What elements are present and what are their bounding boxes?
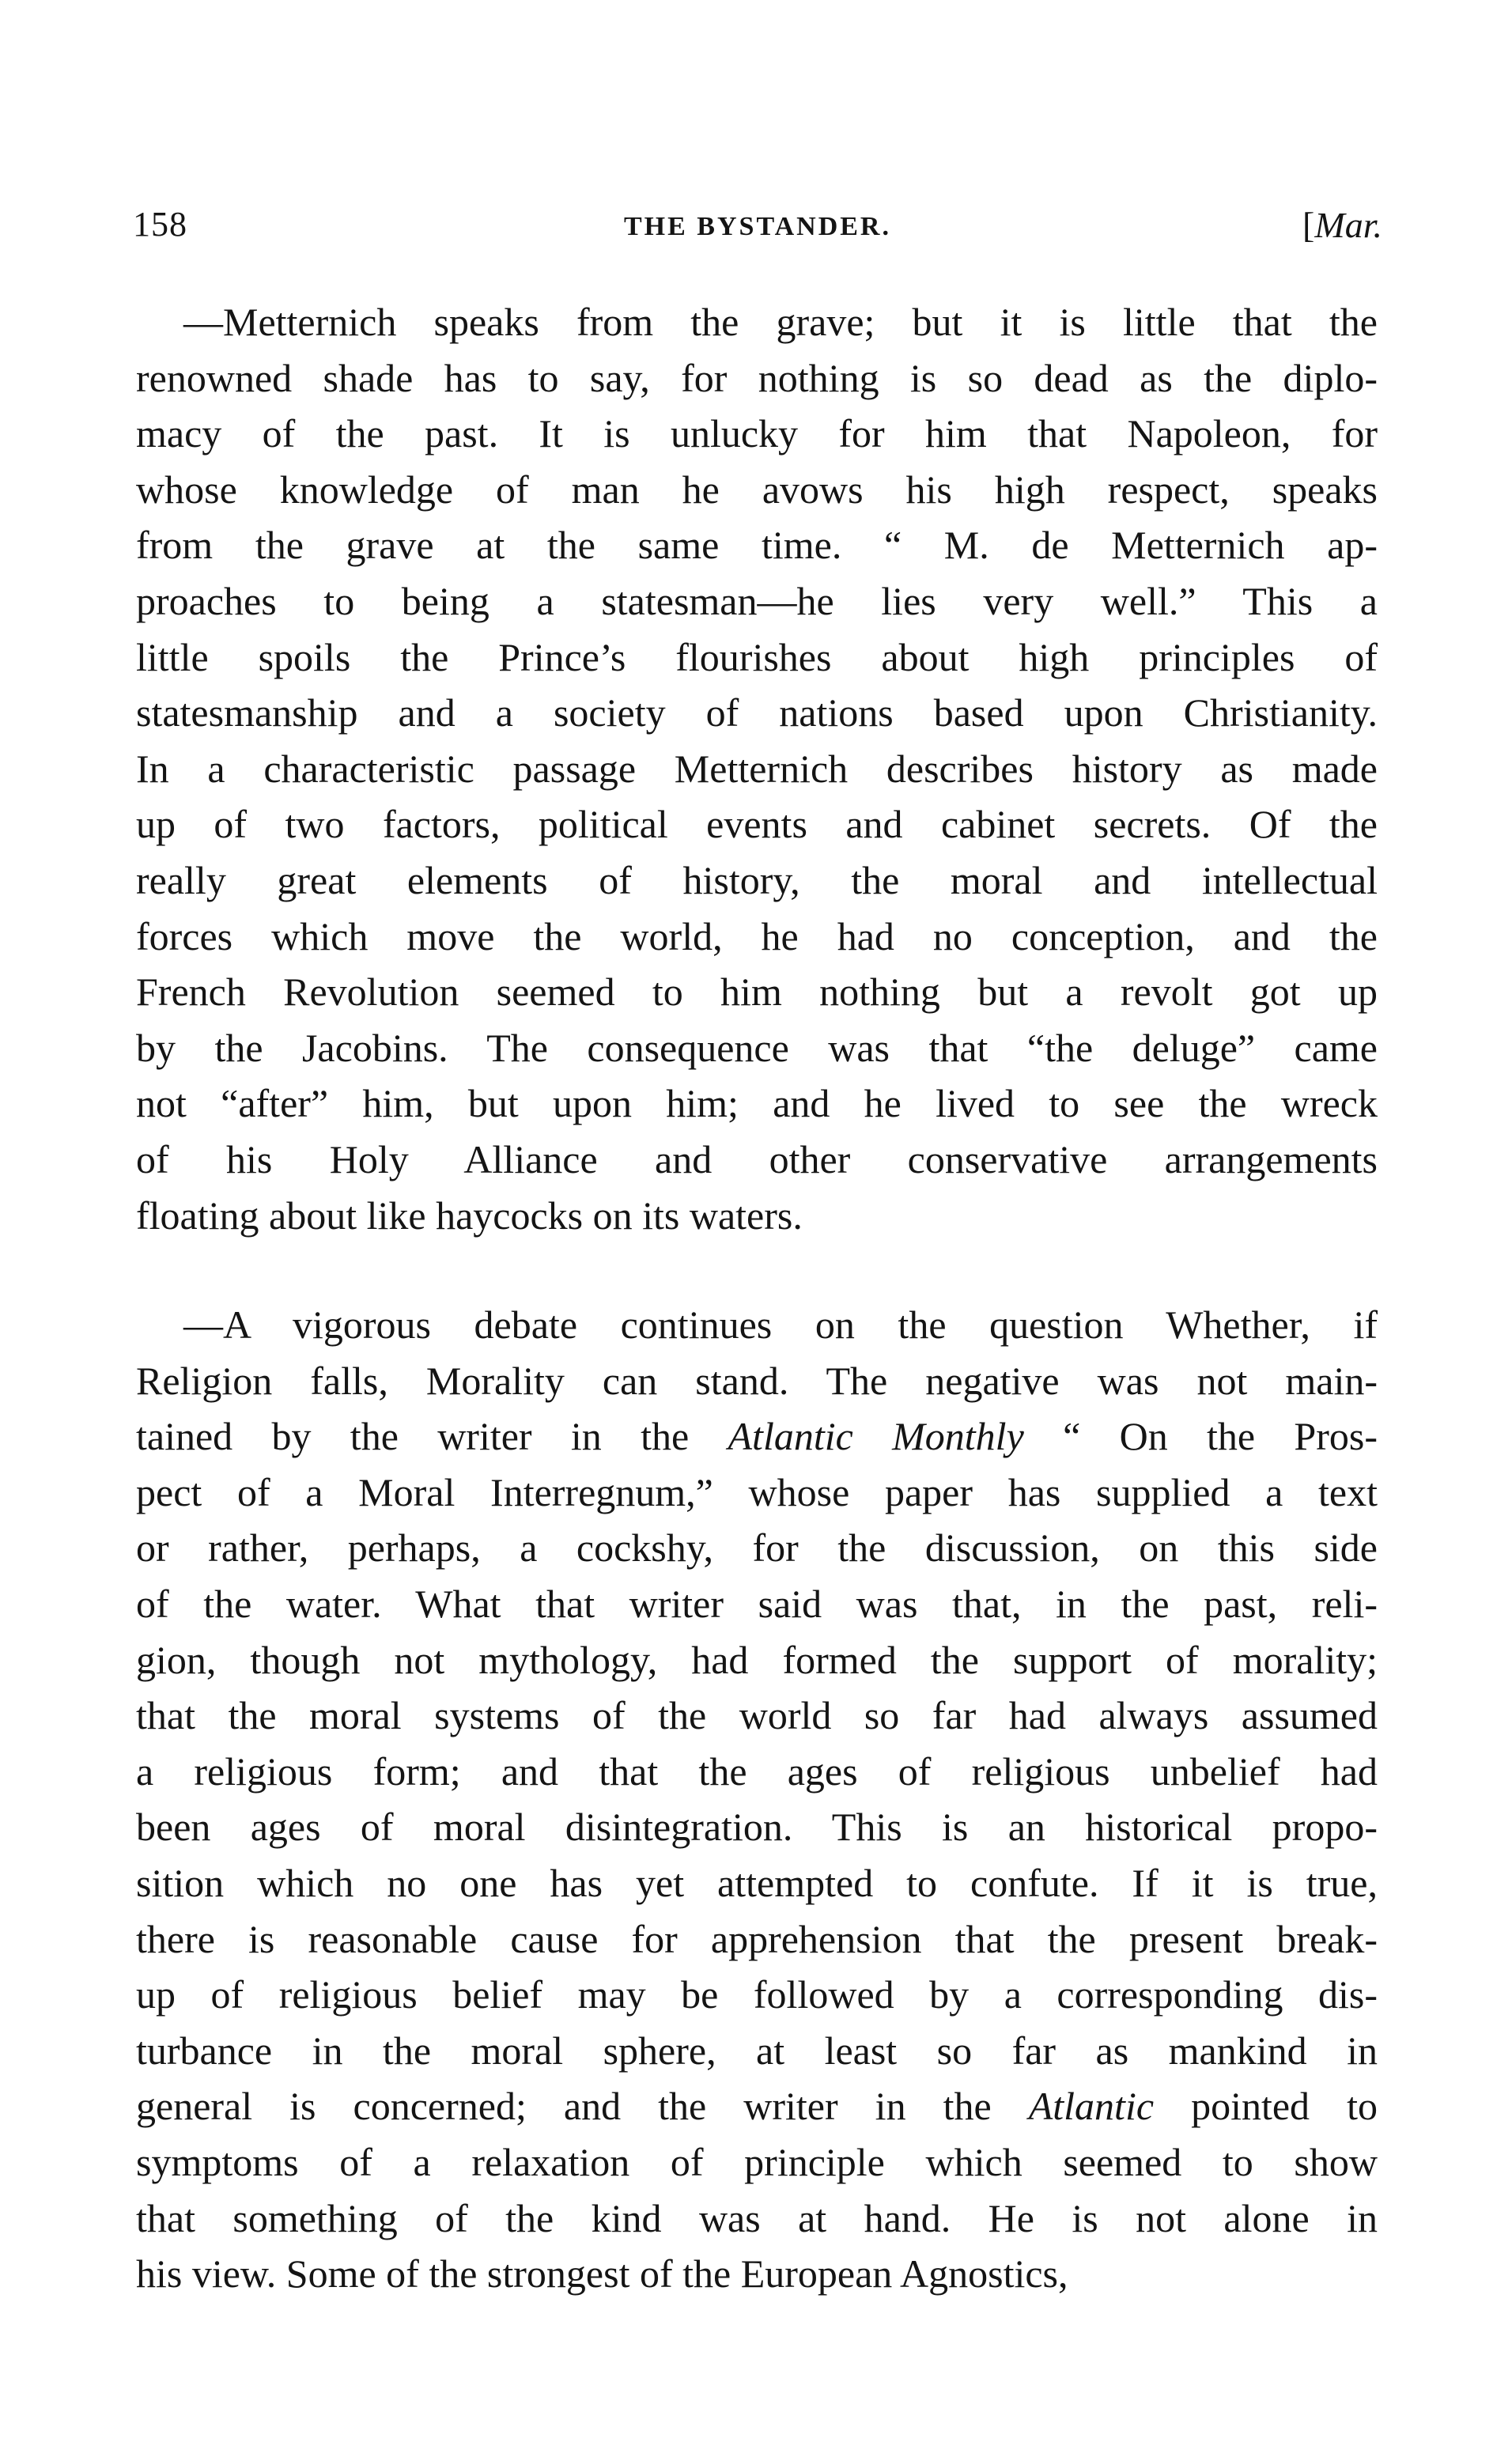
text-line: renowned shade has to say, for nothing is so dead as the diplo-: [136, 355, 1378, 400]
text-line: —Metternich speaks from the grave; but it is little that the: [183, 300, 1378, 344]
month-label: Mar.: [1314, 205, 1382, 245]
text-line: not “after” him, but upon him; and he lived to see the wreck: [136, 1081, 1378, 1126]
text-line: macy of the past. It is unlucky for him that Napoleon, for: [136, 411, 1378, 456]
text-line: or rather, perhaps, a cockshy, for the discussion, on this side: [136, 1525, 1378, 1571]
text-line: gion, though not mythology, had formed the support of morality;: [136, 1637, 1378, 1682]
running-head: [133, 204, 1382, 259]
text-line: of his Holy Alliance and other conservative arrangements: [136, 1136, 1378, 1181]
text-line: —A vigorous debate continues on the question Whether, if: [183, 1302, 1378, 1347]
text-line: a religious form; and that the ages of religious unbelief had: [136, 1748, 1378, 1794]
text-line: by the Jacobins. The consequence was that “the deluge” came: [136, 1025, 1378, 1070]
month-bracket: [: [1302, 205, 1315, 245]
text-line: there is reasonable cause for apprehension that the present break-: [136, 1916, 1378, 1961]
text-line: from the grave at the same time. “ M. de Metternich ap-: [136, 523, 1378, 568]
text-line: proaches to being a statesman—he lies very well.” This a: [136, 578, 1378, 623]
text-line: French Revolution seemed to him nothing but a revolt got up: [136, 970, 1378, 1015]
paragraph-metternich: [136, 294, 1378, 1243]
text-line: forces which move the world, he had no conception, and the: [136, 913, 1378, 958]
text-line: really great elements of history, the moral and intellectual: [136, 857, 1378, 902]
text-line: In a characteristic passage Metternich describes history as made: [136, 746, 1378, 791]
text-line: floating about like haycocks on its waters.: [136, 1193, 803, 1238]
text-line: pect of a Moral Interregnum,” whose paper has supplied a text: [136, 1469, 1378, 1514]
text-line: whose knowledge of man he avows his high respect, speaks: [136, 467, 1378, 512]
text-line: that the moral systems of the world so far had always assumed: [136, 1693, 1378, 1738]
italic-title: Atlantic: [1028, 2084, 1155, 2129]
paragraph-religion-morality: [136, 1297, 1378, 2302]
italic-title: Atlantic Monthly: [728, 1414, 1024, 1459]
text-line: Religion falls, Morality can stand. The negative was not main-: [136, 1358, 1378, 1403]
text-line: sition which no one has yet attempted to confute. If it is true,: [136, 1860, 1378, 1905]
text-line: turbance in the moral sphere, at least so far as mankind in: [136, 2028, 1378, 2073]
text-line: symptoms of a relaxation of principle which seemed to show: [136, 2139, 1378, 2184]
text-line: up of religious belief may be followed by a corresponding dis-: [136, 1972, 1378, 2017]
running-title: THE BYSTANDER.: [624, 212, 891, 241]
text-line: of the water. What that writer said was that, in the past, reli-: [136, 1581, 1378, 1626]
text-line: little spoils the Prince’s flourishes about high principles of: [136, 634, 1378, 679]
text-line: statesmanship and a society of nations based upon Christianity.: [136, 690, 1378, 735]
text-line: general is concerned; and the writer in the Atlantic pointed to: [136, 2084, 1378, 2129]
page-number: 158: [133, 205, 187, 244]
running-month: [1302, 204, 1382, 246]
text-line: that something of the kind was at hand. He is not alone in: [136, 2195, 1378, 2240]
text-line: been ages of moral disintegration. This is an historical propo-: [136, 1805, 1378, 1850]
text-line: his view. Some of the strongest of the European Agnostics,: [136, 2251, 1068, 2296]
text-line: up of two factors, political events and cabinet secrets. Of the: [136, 802, 1378, 847]
text-line: tained by the writer in the Atlantic Monthly “ On the Pros-: [136, 1414, 1378, 1459]
